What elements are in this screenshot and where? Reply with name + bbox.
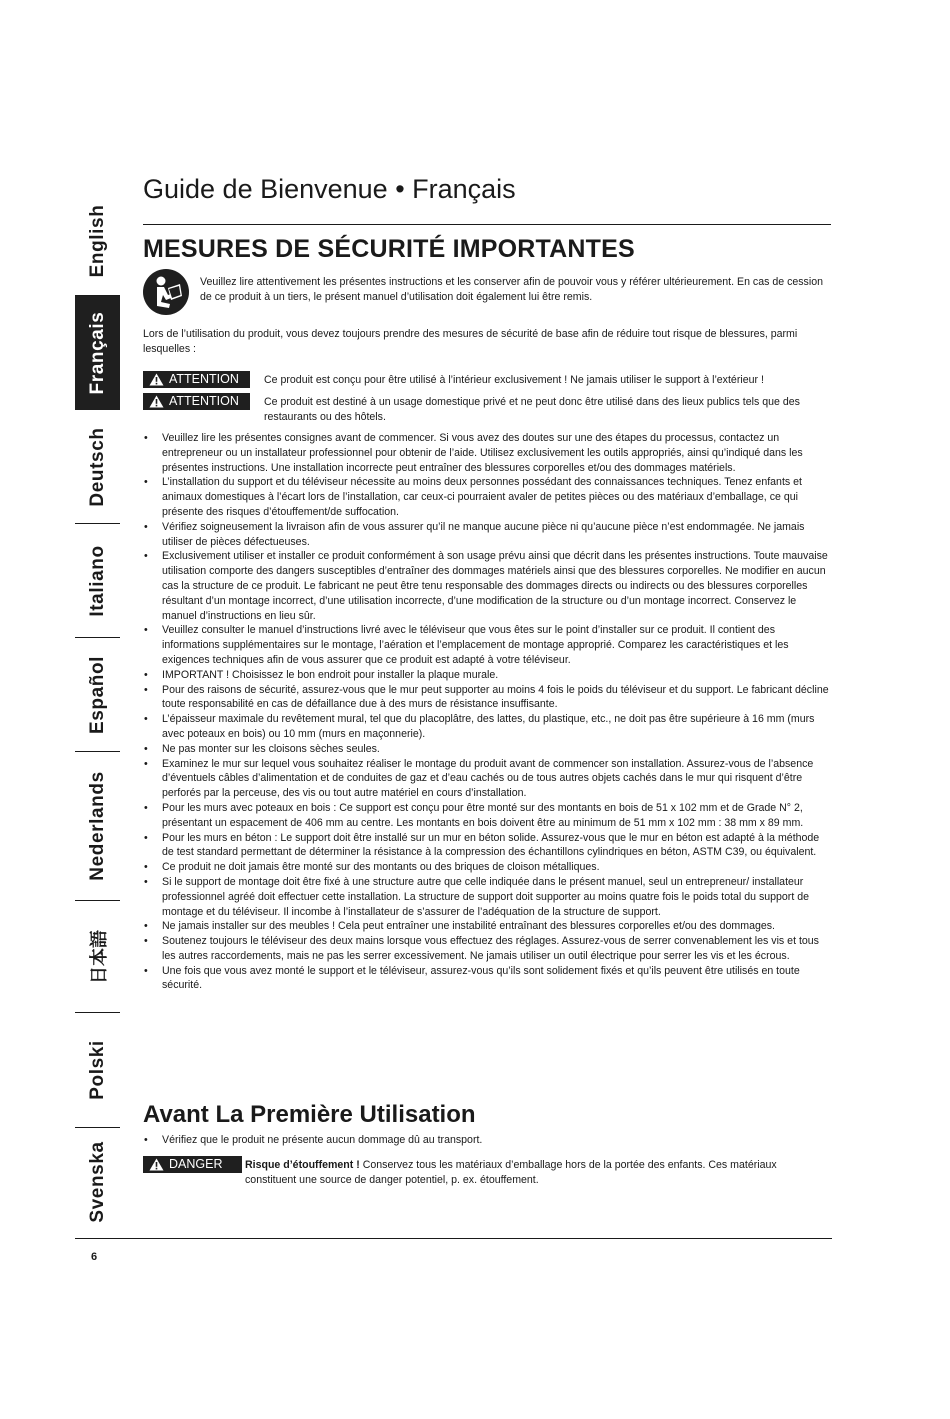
list-item: • Une fois que vous avez monté le support et le téléviseur, assurez-vous qu’ils sont solidement fixés et qu’ils peuvent être utilisés en toute sécurité. <box>143 964 833 994</box>
list-item: • Exclusivement utiliser et installer ce produit conformément à son usage prévu ainsi que décrit dans les présentes instructions. Toute mauvaise utilisation comporte des dangers susceptibles d’entraîner des dommages matériels ainsi que des blessures corporelles. Ne modifier en aucun cas la structure de ce produit. Le fabricant ne peut être tenu responsable des dommages directs ou indirects ou des blessures corporelles résultant d’un montage incorrect, d’une utilisation incorrecte, d’une modification de la structure ou d’un montage incorrect. Conservez le manuel d’instructions en lieu sûr. <box>143 549 833 623</box>
danger-text <box>245 1158 830 1188</box>
lang-tab-label: Italiano <box>86 544 108 617</box>
list-item: • Ne jamais installer sur des meubles ! Cela peut entraîner une instabilité entraînant des blessures corporelles et/ou des dommages. <box>143 919 833 934</box>
divider <box>143 224 831 225</box>
list-item: • Veuillez lire les présentes consignes avant de commencer. Si vous avez des doutes sur une des étapes du processus, contactez un entrepreneur ou un installateur professionnel pour obtenir de l’aide. Utilisez exclusivement les outils appropriés, ainsi qu’indiqué dans les présentes instructions. Une installation incorrecte peut entraîner des blessures corporelles et/ou des dommages matériels. <box>143 431 833 475</box>
read-manual-icon <box>142 268 190 316</box>
badge-label: ATTENTION <box>169 394 239 408</box>
before-use-bullet-list <box>143 1133 833 1148</box>
list-item: • Pour les murs avec poteaux en bois : Ce support est conçu pour être monté sur des montants en bois de 51 x 102 mm et de Grade N° 2, présentant un espacement de 406 mm au centre. Les montants en bois doivent être au minimum de 51 mm x 102 mm : 38 mm x 89 mm. <box>143 801 833 831</box>
badge-label: ATTENTION <box>169 372 239 386</box>
lang-tab-nederlands[interactable] <box>75 752 120 901</box>
danger-text-bold: Risque d’étouffement ! <box>245 1159 360 1171</box>
danger-text-body: Conservez tous les matériaux d’emballage hors de la portée des enfants. Ces matériaux constituent une source de danger potentiel, p. ex. étouffement. <box>245 1159 777 1186</box>
intro-paragraph: Veuillez lire attentivement les présentes instructions et les conserver afin de pouvoir vous y référer ultérieurement. En cas de cession de ce produit à un tiers, le présent manuel d’utilisation doit également lui être remis. <box>200 276 823 303</box>
page-number: 6 <box>91 1251 98 1263</box>
attention-badge <box>143 371 250 388</box>
list-item: • Vérifiez soigneusement la livraison afin de vous assurer qu’il ne manque aucune pièce ni qu’aucune pièce n’est endommagée. Ne jamais utiliser de pièces défectueuses. <box>143 520 833 550</box>
list-item: • Ne pas monter sur les cloisons sèches seules. <box>143 742 833 757</box>
list-item: • Pour les murs en béton : Le support doit être installé sur un mur en béton solide. Assurez-vous que le mur en béton est adapté à la méthode de test standard permettant de déterminer la résistance à la compression des échantillons cylindriques en béton, ASTM C39, ou équivalent. <box>143 831 833 861</box>
warning-text: Ce produit est destiné à un usage domestique privé et ne peut donc être utilisé dans des lieux publics tels que des restaurants ou des hôtels. <box>264 396 800 423</box>
safety-bullet-list <box>143 431 833 993</box>
list-item: • Si le support de montage doit être fixé à une structure autre que celle indiquée dans le présent manuel, seul un entrepreneur/ installateur professionnel agréé doit effectuer cette installation. La structure de support doit supporter au moins quatre fois le poids total du support de montage et du téléviseur. Il incombe à l’installateur de s’assurer de l’adéquation de la structure de support. <box>143 875 833 919</box>
lang-tab-label: Español <box>86 655 108 734</box>
list-item: • Vérifiez que le produit ne présente aucun dommage dû au transport. <box>143 1133 833 1148</box>
lang-tab-francais[interactable] <box>75 296 120 410</box>
lang-tab-label: 日本語 <box>88 929 110 984</box>
safety-section-title: MESURES DE SÉCURITÉ IMPORTANTES <box>143 235 635 263</box>
lang-tab-label: Français <box>86 311 108 394</box>
lang-tab-espanol[interactable] <box>75 638 120 752</box>
page-title: Guide de Bienvenue • Français <box>143 174 516 204</box>
list-item: • Pour des raisons de sécurité, assurez-vous que le mur peut supporter au moins 4 fois le poids du téléviseur et du support. Le fabricant décline toute responsabilité en cas de défaillance due à des murs de résistance insuffisante. <box>143 683 833 713</box>
lang-tab-italiano[interactable] <box>75 524 120 638</box>
list-item: • IMPORTANT ! Choisissez le bon endroit pour installer la plaque murale. <box>143 668 833 683</box>
lang-tab-label: Svenska <box>86 1141 108 1223</box>
list-item: • L’installation du support et du téléviseur nécessite au moins deux personnes possédant des connaissances techniques. Tenez enfants et animaux domestiques à l’écart lors de l’installation, car ceux-ci pourraient avaler de petites pièces ou des matériaux d’emballage, ce qui présente des risques d’étouffement/de suffocation. <box>143 475 833 519</box>
list-item: • Examinez le mur sur lequel vous souhaitez réaliser le montage du produit avant de commencer son installation. Assurez-vous de l’absence d’éventuels câbles d’alimentation et de conduites de gaz et d’eau cachés ou de tous autres objets cachés dans le mur qui risquent d’être perforés par la perceuse, des vis ou tout autre matériel en cours d’installation. <box>143 757 833 801</box>
danger-badge <box>143 1156 242 1173</box>
list-item: • Soutenez toujours le téléviseur des deux mains lorsque vous effectuez des réglages. Assurez-vous de serrer convenablement les vis et tous les autres raccordements, mais ne pas les serrer excessivement. Ne jamais utiliser un outil électrique pour serrer les vis et les écrous. <box>143 934 833 964</box>
lang-tab-svenska[interactable] <box>75 1128 120 1236</box>
attention-badge <box>143 393 250 410</box>
warning-triangle-icon <box>149 395 164 408</box>
lang-tab-label: Deutsch <box>86 426 108 507</box>
badge-label: DANGER <box>169 1157 223 1171</box>
lang-tab-label: English <box>86 204 108 277</box>
lang-tab-japanese[interactable] <box>75 901 120 1013</box>
before-use-section-title: Avant La Première Utilisation <box>143 1101 476 1128</box>
warning-text: Ce produit est conçu pour être utilisé à l’intérieur exclusivement ! Ne jamais utiliser le support à l’extérieur ! <box>264 374 764 386</box>
warning-triangle-icon <box>149 373 164 386</box>
list-item: • Ce produit ne doit jamais être monté sur des montants ou des briques de cloison métalliques. <box>143 860 833 875</box>
lang-tab-label: Nederlands <box>86 771 108 881</box>
lang-tab-english[interactable] <box>75 186 120 296</box>
lang-tab-label: Polski <box>86 1040 108 1100</box>
language-tabs <box>75 186 120 1236</box>
list-item: • Veuillez consulter le manuel d’instructions livré avec le téléviseur que vous êtes sur le point d’installer sur ce produit. Il contient des informations supplémentaires sur le montage, l’aération et l’emplacement de montage approprié. Comparez les caractéristiques et les exigences techniques afin de vous assurer que ce produit est adapté à votre téléviseur. <box>143 623 833 667</box>
footer-divider <box>75 1238 832 1239</box>
warning-triangle-icon <box>149 1158 164 1171</box>
list-item: • L’épaisseur maximale du revêtement mural, tel que du placoplâtre, des lattes, du plastique, etc., ne doit pas être supérieure à 16 mm (murs avec poteaux en bois) ou 10 mm (murs en maçonnerie). <box>143 712 833 742</box>
lang-tab-deutsch[interactable] <box>75 410 120 524</box>
lang-tab-polski[interactable] <box>75 1013 120 1128</box>
lead-paragraph: Lors de l’utilisation du produit, vous devez toujours prendre des mesures de sécurité de base afin de réduire tout risque de blessures, parmi lesquelles : <box>143 328 798 355</box>
